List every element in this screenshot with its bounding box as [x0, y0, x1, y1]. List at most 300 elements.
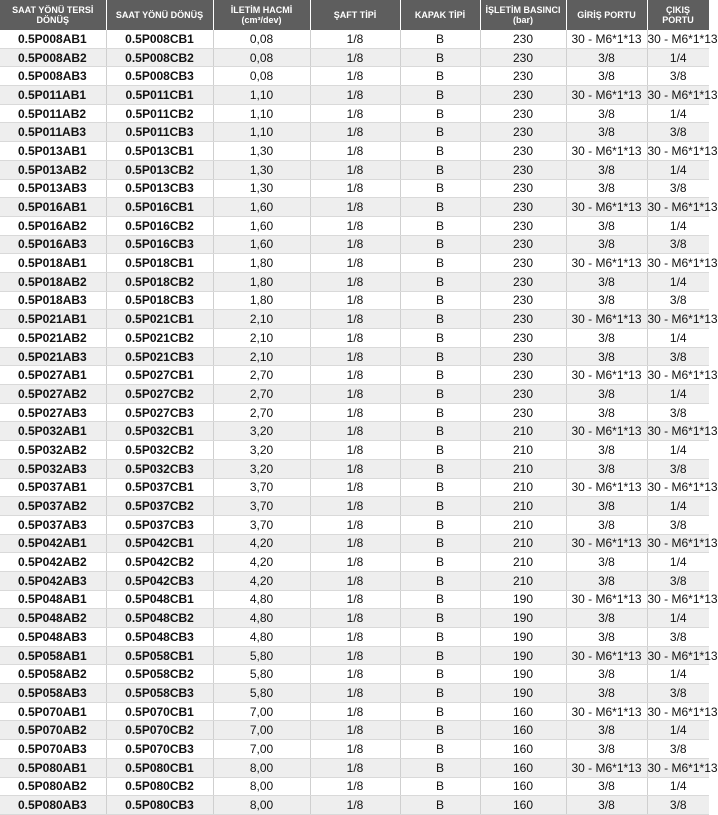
ccw-rotation-cell: 0.5P080AB2	[0, 777, 106, 796]
shaft-type-cell: 1/8	[310, 347, 400, 366]
shaft-type-cell: 1/8	[310, 160, 400, 179]
cw-rotation-cell: 0.5P018CB1	[106, 254, 213, 273]
ccw-rotation-cell: 0.5P048AB1	[0, 590, 106, 609]
shaft-type-cell: 1/8	[310, 721, 400, 740]
cover-type-cell: B	[400, 86, 480, 105]
displacement-cell: 4,80	[213, 628, 310, 647]
inlet-port-cell: 30 - M6*1*13	[566, 310, 647, 329]
displacement-cell: 2,10	[213, 310, 310, 329]
cw-rotation-cell: 0.5P070CB2	[106, 721, 213, 740]
shaft-type-cell: 1/8	[310, 179, 400, 198]
cw-rotation-cell: 0.5P008CB1	[106, 30, 213, 48]
cover-type-cell: B	[400, 571, 480, 590]
ccw-rotation-cell: 0.5P048AB3	[0, 628, 106, 647]
ccw-rotation-cell: 0.5P016AB1	[0, 198, 106, 217]
ccw-rotation-cell: 0.5P058AB2	[0, 665, 106, 684]
displacement-cell: 1,10	[213, 104, 310, 123]
inlet-port-cell: 3/8	[566, 235, 647, 254]
cw-rotation-cell: 0.5P018CB3	[106, 291, 213, 310]
outlet-port-cell: 30 - M6*1*13	[647, 422, 709, 441]
operating-pressure-cell: 230	[480, 30, 566, 48]
cw-rotation-cell: 0.5P058CB3	[106, 684, 213, 703]
operating-pressure-cell: 230	[480, 216, 566, 235]
operating-pressure-cell: 210	[480, 534, 566, 553]
outlet-port-cell: 30 - M6*1*13	[647, 310, 709, 329]
operating-pressure-cell: 230	[480, 67, 566, 86]
operating-pressure-cell: 210	[480, 422, 566, 441]
cw-rotation-cell: 0.5P032CB1	[106, 422, 213, 441]
cover-type-cell: B	[400, 403, 480, 422]
table-row	[0, 366, 709, 385]
operating-pressure-cell: 190	[480, 684, 566, 703]
ccw-rotation-cell: 0.5P018AB2	[0, 272, 106, 291]
outlet-port-cell: 1/4	[647, 272, 709, 291]
operating-pressure-cell: 210	[480, 571, 566, 590]
displacement-cell: 3,20	[213, 441, 310, 460]
ccw-rotation-cell: 0.5P027AB3	[0, 403, 106, 422]
outlet-port-cell: 1/4	[647, 553, 709, 572]
operating-pressure-cell: 210	[480, 553, 566, 572]
shaft-type-cell: 1/8	[310, 684, 400, 703]
table-header	[0, 0, 709, 30]
operating-pressure-cell: 160	[480, 777, 566, 796]
shaft-type-cell: 1/8	[310, 30, 400, 48]
ccw-rotation-cell: 0.5P013AB3	[0, 179, 106, 198]
operating-pressure-cell: 190	[480, 590, 566, 609]
ccw-rotation-cell: 0.5P037AB2	[0, 497, 106, 516]
cw-rotation-cell: 0.5P018CB2	[106, 272, 213, 291]
ccw-rotation-cell: 0.5P037AB3	[0, 515, 106, 534]
operating-pressure-cell: 190	[480, 609, 566, 628]
table-row	[0, 459, 709, 478]
inlet-port-cell: 3/8	[566, 497, 647, 516]
displacement-cell: 1,30	[213, 160, 310, 179]
cw-rotation-cell: 0.5P027CB3	[106, 403, 213, 422]
shaft-type-cell: 1/8	[310, 758, 400, 777]
inlet-port-cell: 3/8	[566, 216, 647, 235]
shaft-type-cell: 1/8	[310, 216, 400, 235]
outlet-port-cell: 3/8	[647, 347, 709, 366]
header-line-1: ÇIKIŞ PORTU	[662, 5, 694, 25]
shaft-type-cell: 1/8	[310, 609, 400, 628]
outlet-port-cell: 1/4	[647, 609, 709, 628]
displacement-cell: 3,20	[213, 459, 310, 478]
operating-pressure-cell: 160	[480, 796, 566, 815]
cover-type-cell: B	[400, 665, 480, 684]
outlet-port-cell: 1/4	[647, 441, 709, 460]
outlet-port-cell: 3/8	[647, 403, 709, 422]
table-row	[0, 553, 709, 572]
operating-pressure-cell: 210	[480, 459, 566, 478]
ccw-rotation-cell: 0.5P008AB3	[0, 67, 106, 86]
table-row	[0, 254, 709, 273]
cover-type-cell: B	[400, 777, 480, 796]
col-inlet-port-header	[566, 0, 647, 30]
ccw-rotation-cell: 0.5P013AB2	[0, 160, 106, 179]
ccw-rotation-cell: 0.5P070AB3	[0, 740, 106, 759]
displacement-cell: 4,20	[213, 534, 310, 553]
cover-type-cell: B	[400, 48, 480, 67]
operating-pressure-cell: 230	[480, 310, 566, 329]
col-operating-pressure-header	[480, 0, 566, 30]
cover-type-cell: B	[400, 385, 480, 404]
outlet-port-cell: 3/8	[647, 67, 709, 86]
cw-rotation-cell: 0.5P027CB1	[106, 366, 213, 385]
cover-type-cell: B	[400, 534, 480, 553]
outlet-port-cell: 1/4	[647, 48, 709, 67]
cw-rotation-cell: 0.5P042CB3	[106, 571, 213, 590]
ccw-rotation-cell: 0.5P027AB2	[0, 385, 106, 404]
table-row	[0, 385, 709, 404]
inlet-port-cell: 3/8	[566, 48, 647, 67]
table-row	[0, 758, 709, 777]
cw-rotation-cell: 0.5P048CB1	[106, 590, 213, 609]
table-row	[0, 123, 709, 142]
table-row	[0, 30, 709, 48]
inlet-port-cell: 30 - M6*1*13	[566, 758, 647, 777]
outlet-port-cell: 30 - M6*1*13	[647, 534, 709, 553]
cover-type-cell: B	[400, 254, 480, 273]
inlet-port-cell: 3/8	[566, 179, 647, 198]
shaft-type-cell: 1/8	[310, 67, 400, 86]
table-row	[0, 310, 709, 329]
shaft-type-cell: 1/8	[310, 796, 400, 815]
cover-type-cell: B	[400, 142, 480, 161]
operating-pressure-cell: 210	[480, 478, 566, 497]
inlet-port-cell: 3/8	[566, 684, 647, 703]
operating-pressure-cell: 230	[480, 86, 566, 105]
table-row	[0, 684, 709, 703]
displacement-cell: 1,30	[213, 179, 310, 198]
cover-type-cell: B	[400, 422, 480, 441]
displacement-cell: 7,00	[213, 740, 310, 759]
ccw-rotation-cell: 0.5P021AB1	[0, 310, 106, 329]
inlet-port-cell: 3/8	[566, 459, 647, 478]
table-row	[0, 441, 709, 460]
outlet-port-cell: 1/4	[647, 329, 709, 348]
cover-type-cell: B	[400, 310, 480, 329]
cover-type-cell: B	[400, 721, 480, 740]
shaft-type-cell: 1/8	[310, 478, 400, 497]
shaft-type-cell: 1/8	[310, 235, 400, 254]
inlet-port-cell: 30 - M6*1*13	[566, 254, 647, 273]
operating-pressure-cell: 230	[480, 104, 566, 123]
inlet-port-cell: 30 - M6*1*13	[566, 534, 647, 553]
displacement-cell: 1,80	[213, 291, 310, 310]
outlet-port-cell: 3/8	[647, 740, 709, 759]
displacement-cell: 2,70	[213, 385, 310, 404]
table-row	[0, 590, 709, 609]
inlet-port-cell: 3/8	[566, 403, 647, 422]
cover-type-cell: B	[400, 329, 480, 348]
ccw-rotation-cell: 0.5P011AB2	[0, 104, 106, 123]
displacement-cell: 7,00	[213, 702, 310, 721]
displacement-cell: 1,80	[213, 272, 310, 291]
shaft-type-cell: 1/8	[310, 366, 400, 385]
cw-rotation-cell: 0.5P042CB1	[106, 534, 213, 553]
inlet-port-cell: 3/8	[566, 515, 647, 534]
table-row	[0, 665, 709, 684]
ccw-rotation-cell: 0.5P032AB1	[0, 422, 106, 441]
cw-rotation-cell: 0.5P016CB1	[106, 198, 213, 217]
displacement-cell: 0,08	[213, 67, 310, 86]
table-body	[0, 30, 718, 814]
inlet-port-cell: 3/8	[566, 291, 647, 310]
ccw-rotation-cell: 0.5P013AB1	[0, 142, 106, 161]
shaft-type-cell: 1/8	[310, 590, 400, 609]
outlet-port-cell: 30 - M6*1*13	[647, 366, 709, 385]
inlet-port-cell: 3/8	[566, 160, 647, 179]
ccw-rotation-cell: 0.5P021AB3	[0, 347, 106, 366]
shaft-type-cell: 1/8	[310, 254, 400, 273]
displacement-cell: 4,80	[213, 609, 310, 628]
shaft-type-cell: 1/8	[310, 403, 400, 422]
ccw-rotation-cell: 0.5P042AB2	[0, 553, 106, 572]
displacement-cell: 1,60	[213, 216, 310, 235]
cover-type-cell: B	[400, 291, 480, 310]
displacement-cell: 2,70	[213, 403, 310, 422]
shaft-type-cell: 1/8	[310, 534, 400, 553]
inlet-port-cell: 3/8	[566, 796, 647, 815]
outlet-port-cell: 3/8	[647, 235, 709, 254]
displacement-cell: 1,10	[213, 123, 310, 142]
displacement-cell: 1,30	[213, 142, 310, 161]
shaft-type-cell: 1/8	[310, 665, 400, 684]
cover-type-cell: B	[400, 684, 480, 703]
cw-rotation-cell: 0.5P008CB2	[106, 48, 213, 67]
outlet-port-cell: 3/8	[647, 684, 709, 703]
displacement-cell: 4,80	[213, 590, 310, 609]
ccw-rotation-cell: 0.5P016AB3	[0, 235, 106, 254]
table-row	[0, 291, 709, 310]
table-row	[0, 422, 709, 441]
cw-rotation-cell: 0.5P021CB1	[106, 310, 213, 329]
cover-type-cell: B	[400, 478, 480, 497]
outlet-port-cell: 30 - M6*1*13	[647, 702, 709, 721]
operating-pressure-cell: 230	[480, 291, 566, 310]
displacement-cell: 5,80	[213, 646, 310, 665]
displacement-cell: 3,70	[213, 497, 310, 516]
ccw-rotation-cell: 0.5P070AB2	[0, 721, 106, 740]
table-row	[0, 104, 709, 123]
ccw-rotation-cell: 0.5P058AB3	[0, 684, 106, 703]
col-ccw-rotation-header	[0, 0, 106, 30]
displacement-cell: 5,80	[213, 684, 310, 703]
ccw-rotation-cell: 0.5P011AB3	[0, 123, 106, 142]
inlet-port-cell: 3/8	[566, 665, 647, 684]
cw-rotation-cell: 0.5P080CB2	[106, 777, 213, 796]
table-row	[0, 235, 709, 254]
inlet-port-cell: 30 - M6*1*13	[566, 702, 647, 721]
displacement-cell: 2,10	[213, 347, 310, 366]
cw-rotation-cell: 0.5P080CB1	[106, 758, 213, 777]
outlet-port-cell: 3/8	[647, 459, 709, 478]
ccw-rotation-cell: 0.5P048AB2	[0, 609, 106, 628]
table-row	[0, 86, 709, 105]
cover-type-cell: B	[400, 459, 480, 478]
inlet-port-cell: 30 - M6*1*13	[566, 422, 647, 441]
header-line-1: İŞLETİM BASINCI	[485, 5, 561, 15]
table-row	[0, 403, 709, 422]
inlet-port-cell: 30 - M6*1*13	[566, 590, 647, 609]
inlet-port-cell: 3/8	[566, 777, 647, 796]
ccw-rotation-cell: 0.5P070AB1	[0, 702, 106, 721]
shaft-type-cell: 1/8	[310, 515, 400, 534]
cw-rotation-cell: 0.5P008CB3	[106, 67, 213, 86]
cw-rotation-cell: 0.5P011CB2	[106, 104, 213, 123]
ccw-rotation-cell: 0.5P016AB2	[0, 216, 106, 235]
table-row	[0, 198, 709, 217]
outlet-port-cell: 30 - M6*1*13	[647, 646, 709, 665]
outlet-port-cell: 30 - M6*1*13	[647, 590, 709, 609]
table-row	[0, 628, 709, 647]
cw-rotation-cell: 0.5P021CB3	[106, 347, 213, 366]
outlet-port-cell: 1/4	[647, 721, 709, 740]
shaft-type-cell: 1/8	[310, 198, 400, 217]
operating-pressure-cell: 190	[480, 665, 566, 684]
operating-pressure-cell: 230	[480, 160, 566, 179]
ccw-rotation-cell: 0.5P021AB2	[0, 329, 106, 348]
shaft-type-cell: 1/8	[310, 48, 400, 67]
cw-rotation-cell: 0.5P011CB3	[106, 123, 213, 142]
cw-rotation-cell: 0.5P016CB2	[106, 216, 213, 235]
inlet-port-cell: 30 - M6*1*13	[566, 366, 647, 385]
table-row	[0, 48, 709, 67]
cw-rotation-cell: 0.5P016CB3	[106, 235, 213, 254]
displacement-cell: 1,60	[213, 235, 310, 254]
operating-pressure-cell: 210	[480, 515, 566, 534]
cover-type-cell: B	[400, 272, 480, 291]
inlet-port-cell: 3/8	[566, 347, 647, 366]
displacement-cell: 5,80	[213, 665, 310, 684]
operating-pressure-cell: 230	[480, 123, 566, 142]
header-row	[0, 0, 709, 30]
outlet-port-cell: 3/8	[647, 515, 709, 534]
displacement-cell: 3,70	[213, 478, 310, 497]
cover-type-cell: B	[400, 796, 480, 815]
shaft-type-cell: 1/8	[310, 497, 400, 516]
displacement-cell: 0,08	[213, 30, 310, 48]
operating-pressure-cell: 230	[480, 403, 566, 422]
operating-pressure-cell: 230	[480, 48, 566, 67]
col-cover-type-header	[400, 0, 480, 30]
table-row	[0, 497, 709, 516]
ccw-rotation-cell: 0.5P018AB3	[0, 291, 106, 310]
cover-type-cell: B	[400, 30, 480, 48]
displacement-cell: 8,00	[213, 758, 310, 777]
operating-pressure-cell: 190	[480, 628, 566, 647]
shaft-type-cell: 1/8	[310, 291, 400, 310]
table-row	[0, 777, 709, 796]
displacement-cell: 1,80	[213, 254, 310, 273]
outlet-port-cell: 30 - M6*1*13	[647, 86, 709, 105]
col-displacement-header	[213, 0, 310, 30]
table-row	[0, 702, 709, 721]
header-line-2: DÖNÜŞ	[36, 15, 69, 25]
cw-rotation-cell: 0.5P058CB2	[106, 665, 213, 684]
header-line-2: (bar)	[513, 15, 533, 25]
cw-rotation-cell: 0.5P048CB2	[106, 609, 213, 628]
table-row	[0, 609, 709, 628]
inlet-port-cell: 30 - M6*1*13	[566, 198, 647, 217]
ccw-rotation-cell: 0.5P080AB3	[0, 796, 106, 815]
displacement-cell: 3,70	[213, 515, 310, 534]
cw-rotation-cell: 0.5P070CB1	[106, 702, 213, 721]
table-row	[0, 796, 709, 815]
cover-type-cell: B	[400, 67, 480, 86]
operating-pressure-cell: 230	[480, 142, 566, 161]
cw-rotation-cell: 0.5P013CB2	[106, 160, 213, 179]
displacement-cell: 2,70	[213, 366, 310, 385]
inlet-port-cell: 3/8	[566, 272, 647, 291]
ccw-rotation-cell: 0.5P008AB2	[0, 48, 106, 67]
operating-pressure-cell: 190	[480, 646, 566, 665]
header-line-1: İLETİM HACMİ	[230, 5, 293, 15]
shaft-type-cell: 1/8	[310, 459, 400, 478]
table-row	[0, 571, 709, 590]
cw-rotation-cell: 0.5P048CB3	[106, 628, 213, 647]
cover-type-cell: B	[400, 160, 480, 179]
displacement-cell: 4,20	[213, 553, 310, 572]
inlet-port-cell: 3/8	[566, 740, 647, 759]
outlet-port-cell: 1/4	[647, 216, 709, 235]
col-shaft-type-header	[310, 0, 400, 30]
table-row	[0, 67, 709, 86]
table-row	[0, 272, 709, 291]
cover-type-cell: B	[400, 441, 480, 460]
inlet-port-cell: 30 - M6*1*13	[566, 142, 647, 161]
operating-pressure-cell: 230	[480, 329, 566, 348]
outlet-port-cell: 1/4	[647, 160, 709, 179]
shaft-type-cell: 1/8	[310, 86, 400, 105]
cover-type-cell: B	[400, 515, 480, 534]
shaft-type-cell: 1/8	[310, 329, 400, 348]
shaft-type-cell: 1/8	[310, 385, 400, 404]
col-outlet-port-header	[647, 0, 709, 30]
inlet-port-cell: 30 - M6*1*13	[566, 86, 647, 105]
inlet-port-cell: 3/8	[566, 571, 647, 590]
inlet-port-cell: 3/8	[566, 385, 647, 404]
ccw-rotation-cell: 0.5P032AB3	[0, 459, 106, 478]
inlet-port-cell: 3/8	[566, 721, 647, 740]
shaft-type-cell: 1/8	[310, 272, 400, 291]
shaft-type-cell: 1/8	[310, 628, 400, 647]
cover-type-cell: B	[400, 497, 480, 516]
shaft-type-cell: 1/8	[310, 740, 400, 759]
ccw-rotation-cell: 0.5P042AB3	[0, 571, 106, 590]
displacement-cell: 0,08	[213, 48, 310, 67]
outlet-port-cell: 1/4	[647, 385, 709, 404]
cover-type-cell: B	[400, 235, 480, 254]
cw-rotation-cell: 0.5P070CB3	[106, 740, 213, 759]
ccw-rotation-cell: 0.5P037AB1	[0, 478, 106, 497]
ccw-rotation-cell: 0.5P032AB2	[0, 441, 106, 460]
cw-rotation-cell: 0.5P037CB2	[106, 497, 213, 516]
inlet-port-cell: 30 - M6*1*13	[566, 646, 647, 665]
cover-type-cell: B	[400, 104, 480, 123]
header-line-1: GİRİŞ PORTU	[577, 10, 636, 20]
cover-type-cell: B	[400, 609, 480, 628]
cover-type-cell: B	[400, 123, 480, 142]
outlet-port-cell: 3/8	[647, 291, 709, 310]
cover-type-cell: B	[400, 590, 480, 609]
cover-type-cell: B	[400, 740, 480, 759]
outlet-port-cell: 30 - M6*1*13	[647, 254, 709, 273]
outlet-port-cell: 1/4	[647, 777, 709, 796]
ccw-rotation-cell: 0.5P058AB1	[0, 646, 106, 665]
outlet-port-cell: 30 - M6*1*13	[647, 758, 709, 777]
operating-pressure-cell: 230	[480, 235, 566, 254]
